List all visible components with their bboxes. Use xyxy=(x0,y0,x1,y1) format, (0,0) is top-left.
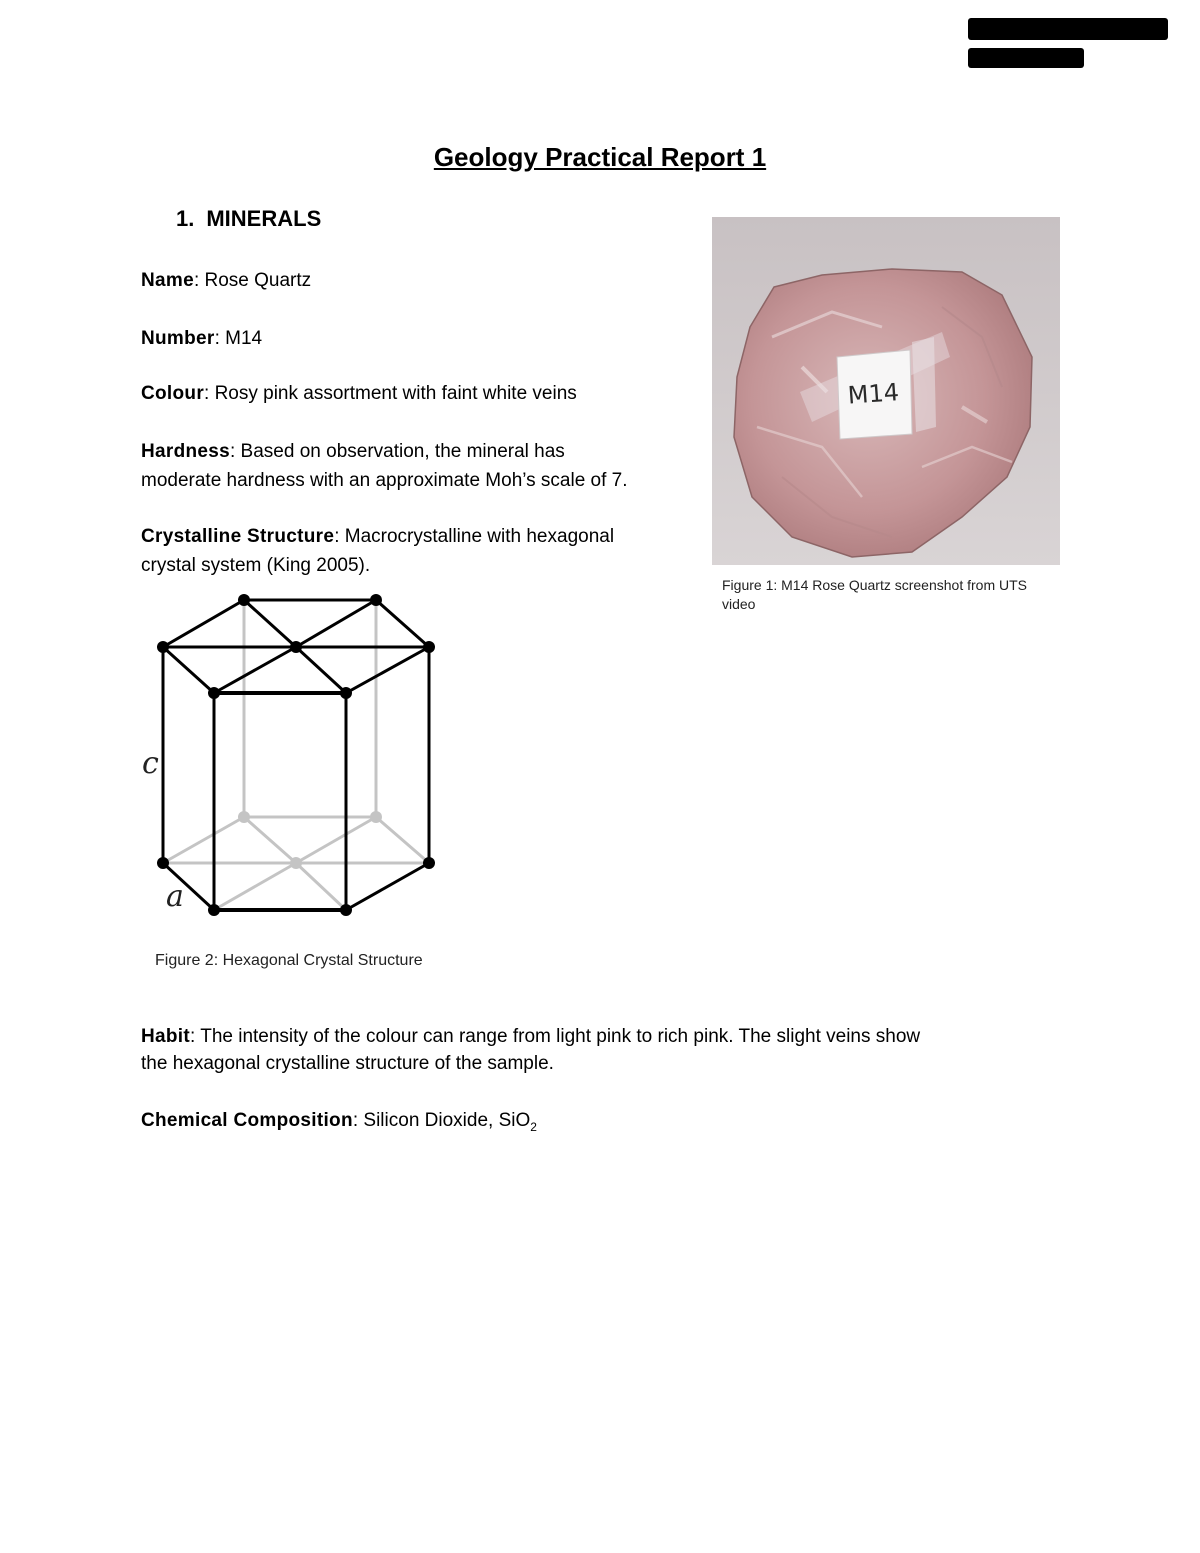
field-hardness xyxy=(141,437,628,495)
field-hardness-value-line1: : Based on observation, the mineral has xyxy=(230,441,565,462)
sample-label-m14: M14 xyxy=(846,378,900,410)
field-colour-label: Colour xyxy=(141,383,205,404)
field-colour xyxy=(141,379,577,408)
hidden-vertices xyxy=(238,811,382,869)
axis-a-label: a xyxy=(166,879,184,914)
field-number xyxy=(141,324,262,353)
section-heading xyxy=(176,206,321,232)
field-crystalline-structure xyxy=(141,522,614,580)
redacted-student-id xyxy=(968,48,1084,68)
field-crystalline-structure-label: Crystalline Structure xyxy=(141,526,335,547)
rose-quartz-photo xyxy=(712,217,1060,565)
field-habit-value-line2: the hexagonal crystalline structure of the sample. xyxy=(141,1053,554,1074)
field-number-value: : M14 xyxy=(214,328,263,349)
field-chemical-composition-value: : Silicon Dioxide, SiO xyxy=(352,1110,531,1131)
field-name-value: : Rose Quartz xyxy=(193,270,312,291)
hexagonal-crystal-diagram xyxy=(136,585,456,930)
field-hardness-label: Hardness xyxy=(141,441,230,462)
field-habit-value-line1: : The intensity of the colour can range from light pink to rich pink. The slight veins show xyxy=(190,1026,921,1047)
field-name-label: Name xyxy=(141,270,194,291)
field-chemical-composition-subscript: 2 xyxy=(530,1119,537,1134)
field-crystalline-structure-value-line2: crystal system (King 2005). xyxy=(141,555,371,576)
rose-quartz-illustration xyxy=(712,217,1060,565)
figure1-caption xyxy=(722,576,1027,614)
page-title: Geology Practical Report 1 xyxy=(433,142,767,172)
section-number: 1. xyxy=(176,206,195,231)
field-chemical-composition-label: Chemical Composition xyxy=(141,1110,353,1131)
field-crystalline-structure-value-line1: : Macrocrystalline with hexagonal xyxy=(334,526,615,547)
figure1-caption-line1: Figure 1: M14 Rose Quartz screenshot from UTS xyxy=(722,577,1027,593)
field-hardness-value-line2: moderate hardness with an approximate Moh’s scale of 7. xyxy=(141,470,628,491)
redacted-author-name xyxy=(968,18,1168,40)
figure2-caption: Figure 2: Hexagonal Crystal Structure xyxy=(155,952,423,969)
field-number-label: Number xyxy=(141,328,215,349)
section-title: MINERALS xyxy=(206,206,322,231)
field-name xyxy=(141,266,311,295)
field-colour-value: : Rosy pink assortment with faint white veins xyxy=(204,383,577,404)
field-chemical-composition xyxy=(141,1106,537,1142)
field-habit xyxy=(141,1022,920,1078)
field-habit-label: Habit xyxy=(141,1026,190,1047)
figure1-caption-line2: video xyxy=(722,596,756,612)
axis-c-label: c xyxy=(142,746,159,781)
